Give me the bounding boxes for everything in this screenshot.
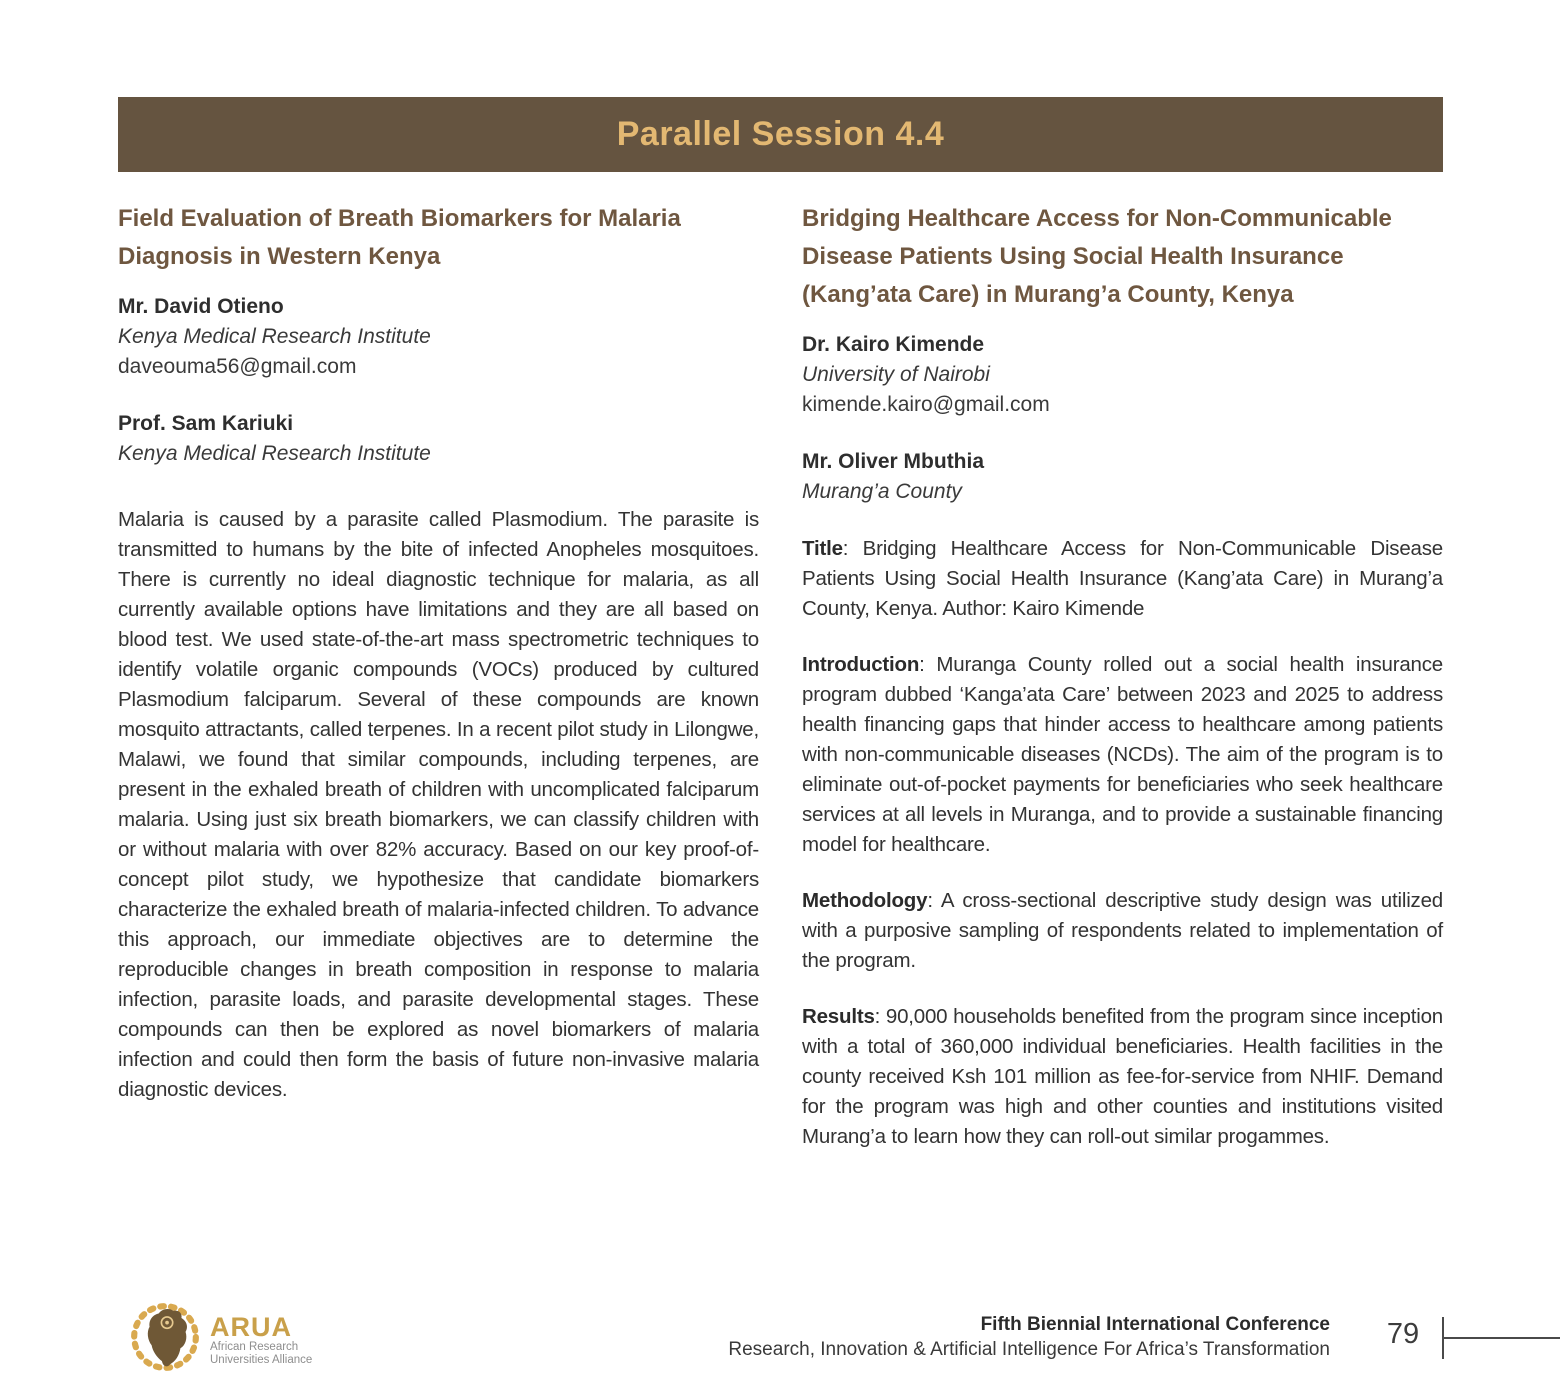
author-block	[118, 409, 759, 469]
paragraph-label: Results	[802, 1005, 875, 1028]
paragraph-label: Title	[802, 537, 843, 560]
author-email: daveouma56@gmail.com	[118, 355, 357, 378]
paragraph-text: : Muranga County rolled out a social health insurance program dubbed ‘Kanga’ata Care’ between 2023 and 2025 to address health financing gaps that hinder access to healthcare among patients with non-communicable diseases (NCDs). The aim of the program is to eliminate out-of-pocket payments for beneficiaries who seek healthcare services at all levels in Muranga, and to provide a sustainable financing model for healthcare.	[802, 653, 1443, 856]
paragraph-text: : Bridging Healthcare Access for Non-Communicable Disease Patients Using Social Health Insurance (Kang’ata Care) in Murang’a County, Kenya. Author: Kairo Kimende	[802, 537, 1443, 620]
session-title: Parallel Session 4.4	[616, 115, 945, 153]
page-number: 79	[1386, 1318, 1420, 1350]
conference-title: Fifth Biennial International Conference	[980, 1314, 1330, 1335]
abstract-left-authors	[118, 292, 759, 469]
abstract-left	[118, 200, 759, 1178]
author-email: kimende.kairo@gmail.com	[802, 393, 1050, 416]
author-affiliation: Murang’a County	[802, 480, 962, 503]
paragraph-label: Introduction	[802, 653, 920, 676]
author-affiliation: Kenya Medical Research Institute	[118, 442, 431, 465]
footer-corner-line-horizontal	[1442, 1337, 1560, 1339]
abstract-right	[802, 200, 1443, 1178]
abstract-right-authors	[802, 330, 1443, 507]
author-name: Mr. David Otieno	[118, 295, 284, 318]
author-name: Dr. Kairo Kimende	[802, 333, 985, 356]
arua-acronym: ARUA	[210, 1311, 292, 1342]
labeled-paragraph	[802, 1002, 1443, 1152]
arua-logo	[128, 1300, 312, 1379]
content-columns	[118, 200, 1443, 1178]
author-affiliation: University of Nairobi	[802, 363, 990, 386]
session-header-band	[118, 97, 1443, 172]
arua-sub-line2: Universities Alliance	[210, 1353, 313, 1366]
paragraph-text: : 90,000 households benefited from the program since inception with a total of 360,000 individual beneficiaries. Health facilities in the county received Ksh 101 million as fee-for-service from NHIF. Demand for the program was high and other counties and institutions visited Murang’a to learn how they can roll-out similar progammes.	[802, 1005, 1443, 1148]
paragraph-text: : A cross-sectional descriptive study design was utilized with a purposive sampling of respondents related to implementation of the program.	[802, 889, 1443, 972]
author-block	[118, 292, 759, 382]
labeled-paragraph	[802, 650, 1443, 860]
paragraph-label: Methodology	[802, 889, 928, 912]
abstract-right-paragraphs	[802, 534, 1443, 1152]
author-name: Prof. Sam Kariuki	[118, 412, 294, 435]
author-block	[802, 330, 1443, 420]
africa-sunrays-icon	[128, 1300, 202, 1379]
arua-logo-text	[210, 1313, 312, 1367]
abstract-right-title: Bridging Healthcare Access for Non-Communicable Disease Patients Using Social Health Insurance (Kang’ata Care) in Murang’a County, Kenya	[802, 205, 1392, 308]
abstract-left-title: Field Evaluation of Breath Biomarkers for Malaria Diagnosis in Western Kenya	[118, 205, 681, 270]
footer-conference-text	[630, 1312, 1330, 1362]
labeled-paragraph	[802, 534, 1443, 624]
conference-subtitle: Research, Innovation & Artificial Intelligence For Africa’s Transformation	[728, 1339, 1330, 1360]
labeled-paragraph	[802, 886, 1443, 976]
author-affiliation: Kenya Medical Research Institute	[118, 325, 431, 348]
author-block	[802, 447, 1443, 507]
arua-sub-line1: African Research	[210, 1340, 299, 1353]
author-name: Mr. Oliver Mbuthia	[802, 450, 985, 473]
abstract-left-body: Malaria is caused by a parasite called Plasmodium. The parasite is transmitted to humans by the bite of infected Anopheles mosquitoes. There is currently no ideal diagnostic technique for malaria, as all currently available options have limitations and they are all based on blood test. We used state-of-the-art mass spectrometric techniques to identify volatile organic compounds (VOCs) produced by cultured Plasmodium falciparum. Several of these compounds are known mosquito attractants, called terpenes. In a recent pilot study in Lilongwe, Malawi, we found that similar compounds, including terpenes, are present in the exhaled breath of children with uncomplicated falciparum malaria. Using just six breath biomarkers, we can classify children with or without malaria with over 82% accuracy. Based on our key proof-of-concept pilot study, we hypothesize that candidate biomarkers characterize the exhaled breath of malaria-infected children. To advance this approach, our immediate objectives are to determine the reproducible changes in breath composition in response to malaria infection, parasite loads, and parasite developmental stages. These compounds can then be explored as novel biomarkers of malaria infection and could then form the basis of future non-invasive malaria diagnostic devices.	[118, 508, 759, 1101]
